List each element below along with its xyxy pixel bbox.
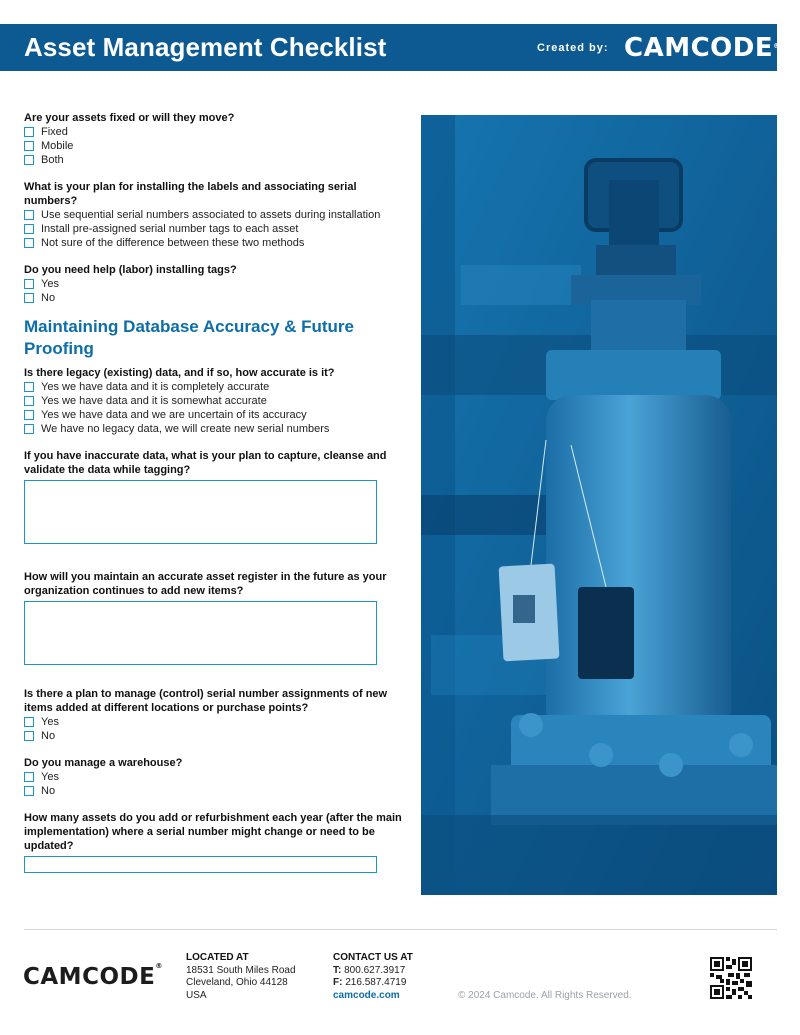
fax-number: 216.587.4719 xyxy=(345,977,407,988)
option-mobile[interactable] xyxy=(24,139,404,153)
qr-code-icon xyxy=(710,957,752,1004)
header-logo-text: CAMCODE xyxy=(624,33,774,63)
fax-line xyxy=(333,977,413,990)
checkbox-icon[interactable] xyxy=(24,238,34,248)
header-logo xyxy=(624,34,781,62)
checkbox-icon[interactable] xyxy=(24,155,34,165)
option-not-sure[interactable] xyxy=(24,236,404,250)
question-assets-per-year: How many assets do you add or refurbishment each year (after the main implementation) where a serial number might change or need to be updated? xyxy=(24,812,402,852)
option-labor-no[interactable] xyxy=(24,291,404,305)
answer-box-assets-per-year[interactable] xyxy=(24,856,377,873)
checkbox-icon[interactable] xyxy=(24,772,34,782)
option-fixed[interactable] xyxy=(24,125,404,139)
option-warehouse-yes[interactable] xyxy=(24,770,404,784)
footer-logo xyxy=(23,964,163,990)
option-no-legacy-data[interactable] xyxy=(24,422,404,436)
option-label: Yes we have data and it is completely accurate xyxy=(41,381,270,393)
created-by-label: Created by: xyxy=(537,42,609,54)
phone-line xyxy=(333,965,413,978)
question-serial-control: Is there a plan to manage (control) serial number assignments of new items added at different locations or purchase points? xyxy=(24,688,388,714)
address-line: USA xyxy=(186,989,207,1001)
copyright-text: © 2024 Camcode. All Rights Reserved. xyxy=(458,990,632,1001)
header-logo-mark: ® xyxy=(773,42,781,50)
valve-illustration xyxy=(421,115,777,895)
option-label: No xyxy=(41,730,56,742)
option-pre-assigned-tags[interactable] xyxy=(24,222,404,236)
option-label: Yes xyxy=(41,771,59,783)
option-label: Yes xyxy=(41,716,59,728)
contact-heading: CONTACT US AT xyxy=(333,952,413,963)
checklist xyxy=(24,111,404,873)
checkbox-icon[interactable] xyxy=(24,293,34,303)
checkbox-icon[interactable] xyxy=(24,410,34,420)
page-title: Asset Management Checklist xyxy=(24,32,387,62)
option-label: Yes we have data and it is somewhat accurate xyxy=(41,395,267,407)
option-label: No xyxy=(41,292,56,304)
address-line: Cleveland, Ohio 44128 xyxy=(186,977,288,988)
checkbox-icon[interactable] xyxy=(24,424,34,434)
question-label-plan: What is your plan for installing the labels and associating serial numbers? xyxy=(24,181,357,207)
option-label: Yes xyxy=(41,278,59,290)
checkbox-icon[interactable] xyxy=(24,717,34,727)
section-title-database-accuracy: Maintaining Database Accuracy & Future Proofing xyxy=(24,317,355,358)
option-label: No xyxy=(41,785,56,797)
option-label: Both xyxy=(41,154,64,166)
checkbox-icon[interactable] xyxy=(24,382,34,392)
address-line: 18531 South Miles Road xyxy=(186,964,296,976)
checkbox-icon[interactable] xyxy=(24,396,34,406)
option-label: Yes we have data and we are uncertain of its accuracy xyxy=(41,409,307,421)
option-serial-control-yes[interactable] xyxy=(24,715,404,729)
option-data-accurate[interactable] xyxy=(24,380,404,394)
valve-photo xyxy=(421,115,777,895)
website-link[interactable]: camcode.com xyxy=(333,989,400,1001)
option-data-somewhat[interactable] xyxy=(24,394,404,408)
footer-logo-mark: ® xyxy=(155,962,163,970)
checkbox-icon[interactable] xyxy=(24,731,34,741)
checkbox-icon[interactable] xyxy=(24,786,34,796)
question-legacy-data: Is there legacy (existing) data, and if so, how accurate is it? xyxy=(24,367,335,379)
option-label: Mobile xyxy=(41,140,74,152)
question-inaccurate-data-plan: If you have inaccurate data, what is your plan to capture, cleanse and validate the data while tagging? xyxy=(24,450,387,476)
option-data-uncertain[interactable] xyxy=(24,408,404,422)
question-labor-help: Do you need help (labor) installing tags? xyxy=(24,264,237,276)
checkbox-icon[interactable] xyxy=(24,127,34,137)
option-warehouse-no[interactable] xyxy=(24,784,404,798)
question-maintain-register: How will you maintain an accurate asset register in the future as your organization continues to add new items? xyxy=(24,571,387,597)
footer-divider xyxy=(24,929,777,930)
option-label: Use sequential serial numbers associated to assets during installation xyxy=(41,209,381,221)
phone-label: T: xyxy=(333,964,342,976)
checkbox-icon[interactable] xyxy=(24,224,34,234)
question-warehouse: Do you manage a warehouse? xyxy=(24,757,183,769)
footer-contact xyxy=(333,952,413,1002)
option-label: We have no legacy data, we will create new serial numbers xyxy=(41,423,330,435)
footer-address xyxy=(186,952,296,1002)
checkbox-icon[interactable] xyxy=(24,279,34,289)
fax-label: F: xyxy=(333,977,343,988)
option-both[interactable] xyxy=(24,153,404,167)
footer-logo-text: CAMCODE xyxy=(23,964,156,990)
checkbox-icon[interactable] xyxy=(24,141,34,151)
option-sequential-serials[interactable] xyxy=(24,208,404,222)
option-label: Install pre-assigned serial number tags to each asset xyxy=(41,223,299,235)
option-label: Fixed xyxy=(41,126,68,138)
checkbox-icon[interactable] xyxy=(24,210,34,220)
option-labor-yes[interactable] xyxy=(24,277,404,291)
question-fixed-or-mobile: Are your assets fixed or will they move? xyxy=(24,112,235,124)
located-heading: LOCATED AT xyxy=(186,952,249,963)
phone-number: 800.627.3917 xyxy=(344,964,406,976)
answer-box-data-plan[interactable] xyxy=(24,480,377,544)
option-serial-control-no[interactable] xyxy=(24,729,404,743)
option-label: Not sure of the difference between these two methods xyxy=(41,237,305,249)
answer-box-maintain-register[interactable] xyxy=(24,601,377,665)
